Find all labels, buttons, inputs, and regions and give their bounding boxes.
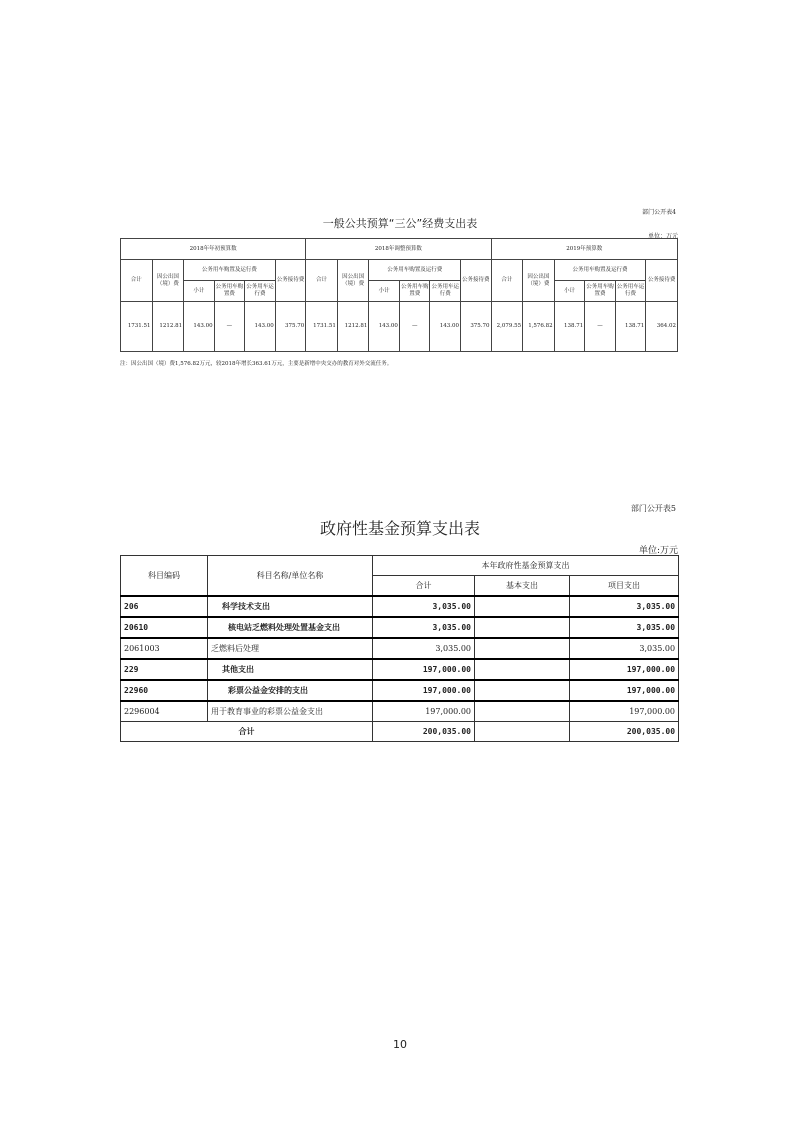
basic-cell bbox=[475, 638, 570, 659]
three-public-expenses-table bbox=[120, 238, 678, 352]
group-header: 2018年年初预算数 bbox=[121, 239, 306, 260]
col-header: 因公出国（境）费 bbox=[337, 260, 369, 302]
project-cell: 200,035.00 bbox=[570, 722, 679, 742]
col-header-name: 科目名称/单位名称 bbox=[208, 556, 373, 597]
code-cell: 2296004 bbox=[121, 701, 208, 722]
col-header: 因公出国（境）费 bbox=[523, 260, 555, 302]
col-header-project: 项目支出 bbox=[570, 576, 679, 597]
col-header-group: 本年政府性基金预算支出 bbox=[373, 556, 679, 576]
code-cell: 229 bbox=[121, 659, 208, 680]
col-header: 公务用车购置及运行费 bbox=[184, 260, 276, 281]
col-header: 公务用车购置费 bbox=[585, 281, 616, 302]
value-cell: 138.71 bbox=[554, 302, 585, 352]
col-header: 公务用车购置及运行费 bbox=[554, 260, 646, 281]
col-header: 公务用车购置及运行费 bbox=[369, 260, 461, 281]
col-header: 公务用车运行费 bbox=[245, 281, 276, 302]
code-cell: 2061003 bbox=[121, 638, 208, 659]
col-header: 公务用车运行费 bbox=[430, 281, 461, 302]
value-cell: 2,079.55 bbox=[491, 302, 523, 352]
name-cell: 乏燃料后处理 bbox=[208, 638, 373, 659]
code-cell: 20610 bbox=[121, 617, 208, 638]
total-cell: 197,000.00 bbox=[373, 659, 475, 680]
project-cell: 3,035.00 bbox=[570, 638, 679, 659]
table-row bbox=[121, 638, 679, 659]
value-cell: 143.00 bbox=[430, 302, 461, 352]
name-cell: 其他支出 bbox=[208, 659, 373, 680]
col-header: 公务用车购置费 bbox=[399, 281, 430, 302]
value-cell: — bbox=[399, 302, 430, 352]
project-cell: 3,035.00 bbox=[570, 596, 679, 617]
project-cell: 197,000.00 bbox=[570, 680, 679, 701]
col-header-code: 科目编码 bbox=[121, 556, 208, 597]
col-header: 小计 bbox=[369, 281, 400, 302]
table-row bbox=[121, 701, 679, 722]
col-header: 公务接待费 bbox=[275, 260, 306, 302]
total-cell: 3,035.00 bbox=[373, 638, 475, 659]
col-header-total: 合计 bbox=[373, 576, 475, 597]
table1-tag: 部门公开表4 bbox=[642, 209, 676, 216]
table-row bbox=[121, 659, 679, 680]
table2-unit: 单位:万元 bbox=[638, 546, 678, 556]
basic-cell bbox=[475, 659, 570, 680]
basic-cell bbox=[475, 680, 570, 701]
table-row bbox=[121, 617, 679, 638]
col-header: 小计 bbox=[554, 281, 585, 302]
total-cell: 200,035.00 bbox=[373, 722, 475, 742]
total-cell: 3,035.00 bbox=[373, 596, 475, 617]
table1-note: 注：因公出国（境）费1,576.82万元，较2018年增长363.61万元，主要是新增中央交办的教育对外交流任务。 bbox=[120, 361, 393, 367]
project-cell: 197,000.00 bbox=[570, 701, 679, 722]
name-cell: 核电站乏燃料处理处置基金支出 bbox=[208, 617, 373, 638]
value-cell: 364.02 bbox=[646, 302, 678, 352]
value-cell: 1212.81 bbox=[152, 302, 184, 352]
value-cell: 375.70 bbox=[461, 302, 492, 352]
value-cell: 1731.51 bbox=[121, 302, 153, 352]
group-header: 2018年调整预算数 bbox=[306, 239, 491, 260]
col-header: 因公出国（境）费 bbox=[152, 260, 184, 302]
basic-cell bbox=[475, 617, 570, 638]
page-number: 10 bbox=[393, 1038, 407, 1051]
col-header: 合计 bbox=[306, 260, 338, 302]
group-header: 2019年预算数 bbox=[491, 239, 677, 260]
value-cell: 143.00 bbox=[369, 302, 400, 352]
value-cell: 1,576.82 bbox=[523, 302, 555, 352]
total-cell: 197,000.00 bbox=[373, 701, 475, 722]
value-cell: 143.00 bbox=[245, 302, 276, 352]
project-cell: 197,000.00 bbox=[570, 659, 679, 680]
value-cell: — bbox=[585, 302, 616, 352]
col-header: 合计 bbox=[491, 260, 523, 302]
value-cell: 143.00 bbox=[184, 302, 215, 352]
code-cell: 206 bbox=[121, 596, 208, 617]
col-header: 公务用车购置费 bbox=[214, 281, 245, 302]
basic-cell bbox=[475, 596, 570, 617]
code-cell: 22960 bbox=[121, 680, 208, 701]
name-cell: 彩票公益金安排的支出 bbox=[208, 680, 373, 701]
col-header: 公务接待费 bbox=[461, 260, 492, 302]
col-header: 公务用车运行费 bbox=[615, 281, 646, 302]
name-cell: 用于教育事业的彩票公益金支出 bbox=[208, 701, 373, 722]
col-header-basic: 基本支出 bbox=[475, 576, 570, 597]
table1-unit: 单位：万元 bbox=[647, 233, 678, 240]
col-header: 小计 bbox=[184, 281, 215, 302]
total-cell: 197,000.00 bbox=[373, 680, 475, 701]
value-cell: 375.70 bbox=[275, 302, 306, 352]
table-row bbox=[121, 680, 679, 701]
total-cell: 3,035.00 bbox=[373, 617, 475, 638]
value-cell: 1731.51 bbox=[306, 302, 338, 352]
basic-cell bbox=[475, 722, 570, 742]
government-fund-table bbox=[120, 555, 679, 742]
project-cell: 3,035.00 bbox=[570, 617, 679, 638]
col-header: 公务接待费 bbox=[646, 260, 678, 302]
table2-title: 政府性基金预算支出表 bbox=[319, 519, 480, 538]
name-cell: 科学技术支出 bbox=[208, 596, 373, 617]
table1-title: 一般公共预算“三公”经费支出表 bbox=[322, 217, 478, 230]
value-cell: 1212.81 bbox=[337, 302, 369, 352]
value-cell: — bbox=[214, 302, 245, 352]
table-row bbox=[121, 596, 679, 617]
value-cell: 138.71 bbox=[615, 302, 646, 352]
basic-cell bbox=[475, 701, 570, 722]
col-header: 合计 bbox=[121, 260, 153, 302]
total-row bbox=[121, 722, 679, 742]
table2-tag: 部门公开表5 bbox=[630, 504, 676, 513]
total-label: 合计 bbox=[121, 722, 373, 742]
